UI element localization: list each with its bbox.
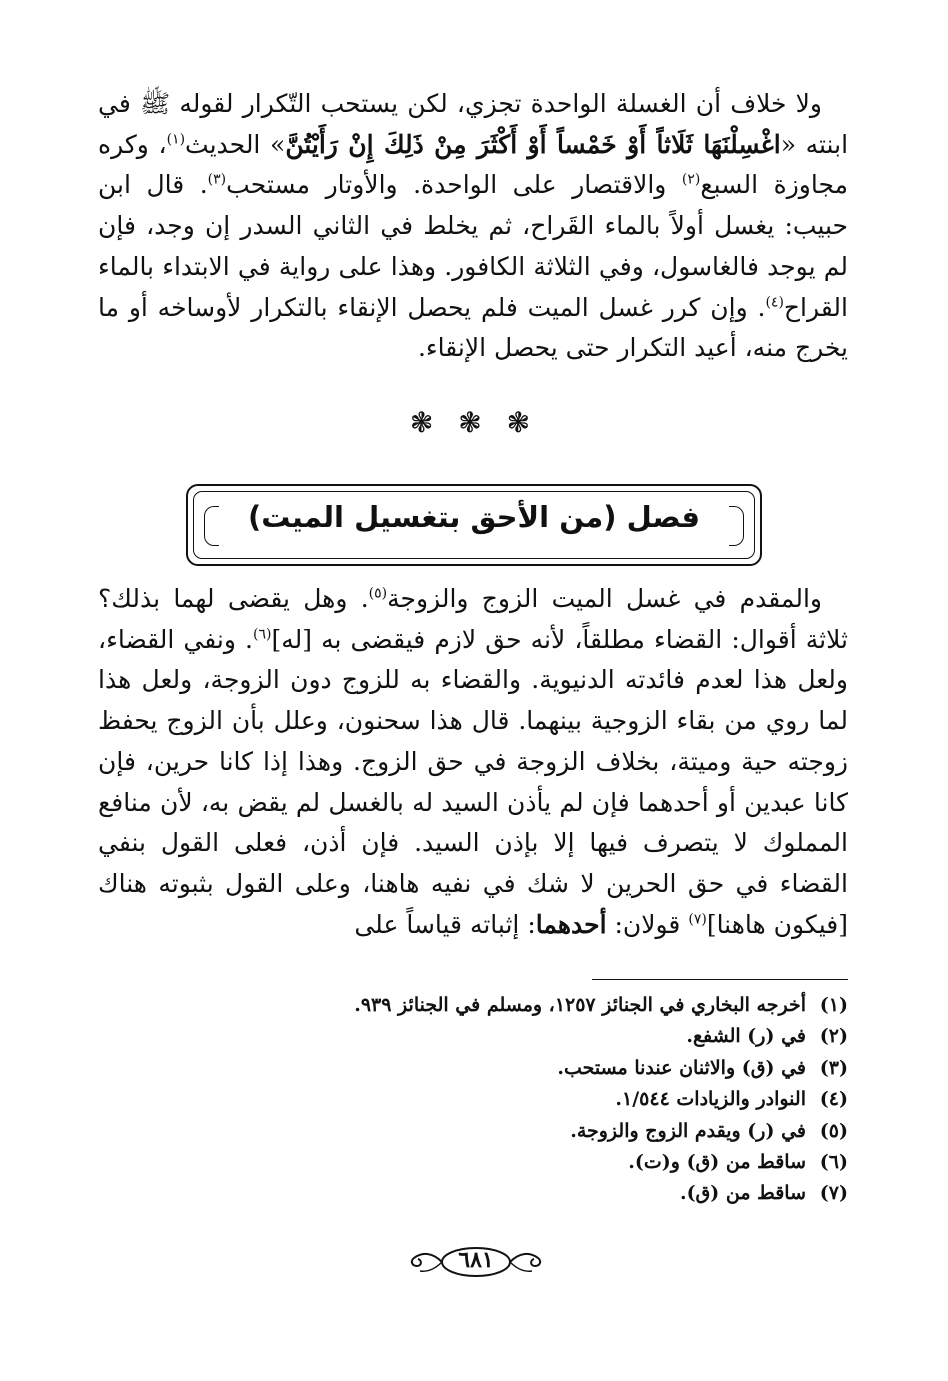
footnote-number: (٥) — [819, 1119, 848, 1142]
footnote-number: (٧) — [819, 1182, 848, 1205]
paragraph-text: ولا خلاف أن الغسلة الواحدة تجزي، لكن يستحب التّكرار لقوله ﷺ في ابنته « — [98, 89, 849, 159]
footnote-item — [98, 1021, 848, 1052]
footnote-item — [98, 990, 848, 1021]
section-separator: ❃ ❃ ❃ — [409, 406, 539, 439]
footnote-number: (٤) — [819, 1088, 848, 1111]
footnote-ref: (١) — [166, 131, 186, 148]
section-heading-frame — [186, 484, 762, 566]
paragraph-text: والاقتصار على الواحدة. والأوتار مستحب — [226, 170, 682, 200]
footnote-item — [98, 1084, 848, 1115]
footnote-ref: (٢) — [681, 172, 701, 189]
bold-term: أحدهما — [535, 909, 607, 939]
paragraph-text: قولان: — [606, 909, 689, 939]
footnotes-list — [98, 990, 848, 1210]
page-number: ٦٨١ — [458, 1247, 494, 1273]
paragraph-2 — [98, 579, 848, 945]
paragraph-text: . وهل يقضى لهما بذلك؟ ثلاثة أقوال: القضاء مطلقاً، لأنه حق لازم فيقضى به [له] — [98, 584, 848, 654]
footnote-number: (٦) — [819, 1151, 848, 1174]
footnote-text: في (ر) ويقدم الزوج والزوجة. — [570, 1119, 806, 1142]
paragraph-text: . قال ابن حبيب: يغسل أولاً بالماء القَراح، ثم يخلط في الثاني السدر إن وجد، فإن لم يوجد فالغاسول، وفي الثلاثة الكافور. وهذا على رواية في الابتداء بالماء القراح — [98, 170, 848, 322]
footnote-text: في (ق) والاثنان عندنا مستحب. — [557, 1056, 806, 1079]
section-heading: فصل (من الأحق بتغسيل الميت) — [247, 500, 701, 534]
footnote-text: أخرجه البخاري في الجنائز ١٢٥٧، ومسلم في الجنائز ٩٣٩. — [354, 994, 806, 1016]
footnote-number: (١) — [819, 994, 848, 1016]
footnote-text: ساقط من (ق) و(ت). — [628, 1151, 806, 1174]
footnote-number: (٣) — [819, 1056, 848, 1079]
footnote-ref: (٧) — [688, 911, 707, 928]
footnote-number: (٢) — [819, 1025, 848, 1048]
footnote-ref: (٥) — [368, 585, 388, 602]
footnote-ref: (٦) — [253, 626, 272, 643]
footnote-item — [98, 1116, 848, 1147]
footnote-ref: (٣) — [207, 172, 227, 189]
paragraph-text: . ونفي القضاء، ولعل هذا لعدم فائدته الدنيوية. والقضاء به للزوج دون الزوجة، ولعل هذا لما روي من بقاء الزوجية بينهما. قال هذا سحنون، وعلل بأن الزوج يحفظ زوجته حية وميتة، بخلاف الزوجة في حق الزوج. وهذا إذا كانا حرين، فإن كانا عبدين أو أحدهما فإن لم يأذن السيد له بالغسل لم يقض به، لأن منافع المملوك لا يتصرف فيها إلا بإذن السيد. فإن أذن، فعلى القول بنفي القضاء في حق الحرين لا شك في نفيه هاهنا، وعلى القول بثبوته هناك [فيكون هاهنا] — [98, 624, 848, 939]
footnote-text: ساقط من (ق). — [679, 1182, 806, 1205]
paragraph-text: ، وكره مجاوزة السبع — [98, 129, 849, 200]
footnote-text: النوادر والزيادات ١/٥٤٤. — [615, 1088, 806, 1111]
paragraph-text: : إثباته قياساً على — [354, 909, 536, 939]
footnote-ref: (٤) — [765, 294, 784, 311]
footnote-divider — [592, 979, 848, 980]
paragraph-text: » الحديث — [185, 129, 286, 159]
footnote-text: في (ر) الشفع. — [686, 1025, 806, 1048]
paragraph-text: والمقدم في غسل الميت الزوج والزوجة — [387, 584, 822, 613]
hadith-quote: اغْسِلْنَهَا ثَلَاثاً أَوْ خَمْساً أَوْ أَكْثَرَ مِنْ ذَلِكَ إِنْ رَأَيْتُنَّ — [285, 129, 781, 159]
footnote-item — [98, 1053, 848, 1084]
footnote-item — [98, 1147, 848, 1178]
paragraph-1 — [98, 84, 848, 369]
footnote-item — [98, 1178, 848, 1209]
page-number-ornament — [404, 1244, 548, 1280]
paragraph-text: . وإن كرر غسل الميت فلم يحصل الإنقاء بالتكرار لأوساخه أو ما يخرج منه، أعيد التكرار حتى يحصل الإنقاء. — [98, 292, 848, 363]
